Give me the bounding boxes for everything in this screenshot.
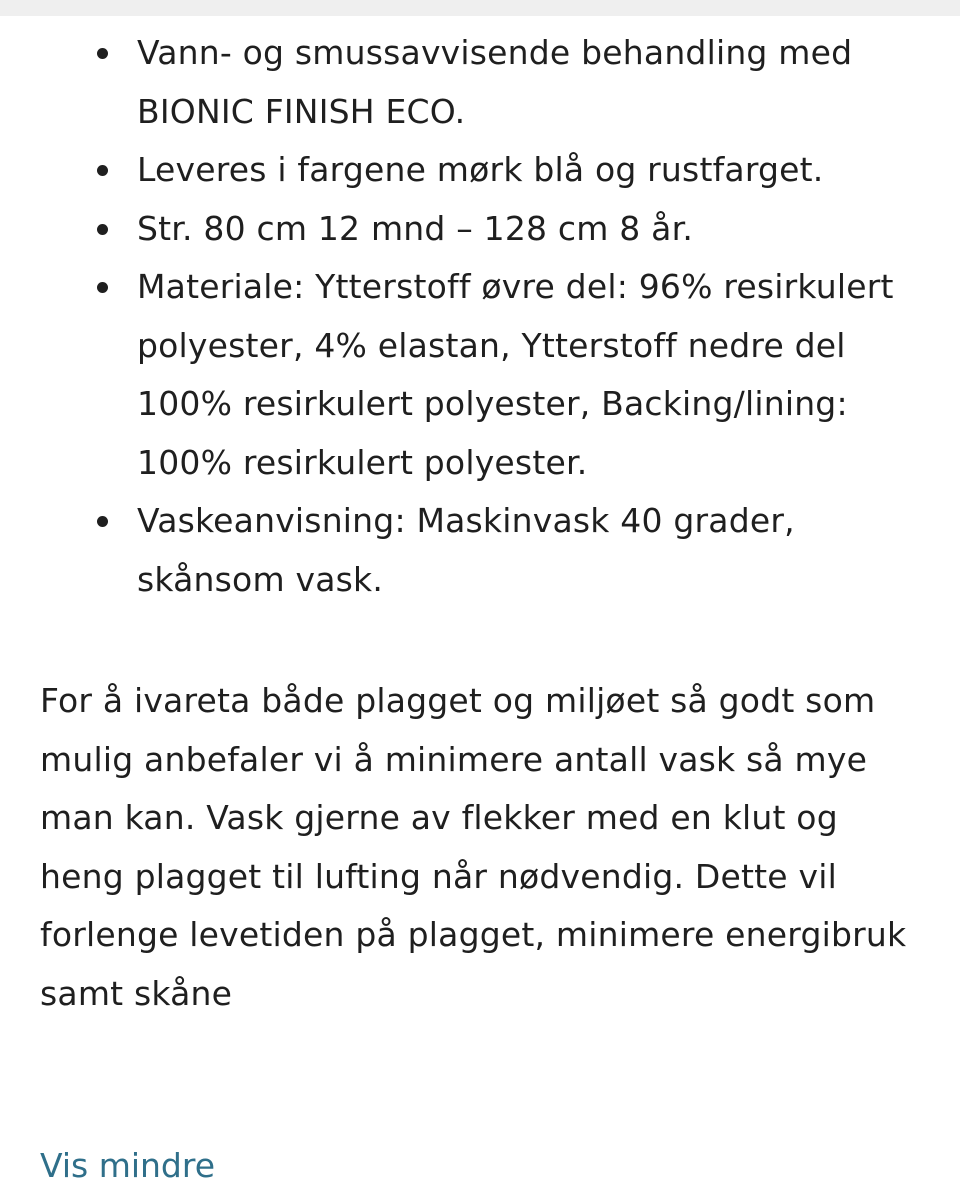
product-description — [40, 24, 930, 1023]
bullet-icon — [97, 224, 108, 235]
feature-text: Str. 80 cm 12 mnd – 128 cm 8 år. — [137, 208, 694, 248]
show-less-link[interactable]: Vis mindre — [40, 1146, 216, 1185]
care-paragraph: For å ivareta både plagget og miljøet så godt som mulig anbefaler vi å minimere antall vask så mye man kan. Vask gjerne av flekker med en klut og heng plagget til lufting når nødvendig. Dette vil forlenge levetiden på plagget, minimere energibruk samt skåne — [40, 681, 907, 1013]
feature-text: Leveres i fargene mørk blå og rustfarget. — [137, 150, 824, 189]
feature-item-material — [137, 258, 930, 492]
bullet-icon — [97, 282, 108, 293]
feature-text: Materiale: Ytterstoff øvre del: 96% resirkulert polyester, 4% elastan, Ytterstoff nedre del 100% resirkulert polyester, Backing/lining: 100% resirkulert polyester. — [137, 267, 894, 482]
feature-item-treatment — [137, 24, 930, 141]
feature-item-colors — [137, 141, 930, 200]
bullet-icon — [97, 516, 108, 527]
feature-list — [40, 24, 930, 609]
feature-item-wash — [137, 492, 930, 609]
feature-text: Vann- og smussavvisende behandling med BIONIC FINISH ECO. — [137, 33, 853, 131]
bullet-icon — [97, 165, 108, 176]
top-divider-strip — [0, 0, 960, 16]
feature-item-sizes — [137, 200, 930, 259]
feature-text: Vaskeanvisning: Maskinvask 40 grader, skånsom vask. — [137, 501, 795, 599]
bullet-icon — [97, 48, 108, 59]
